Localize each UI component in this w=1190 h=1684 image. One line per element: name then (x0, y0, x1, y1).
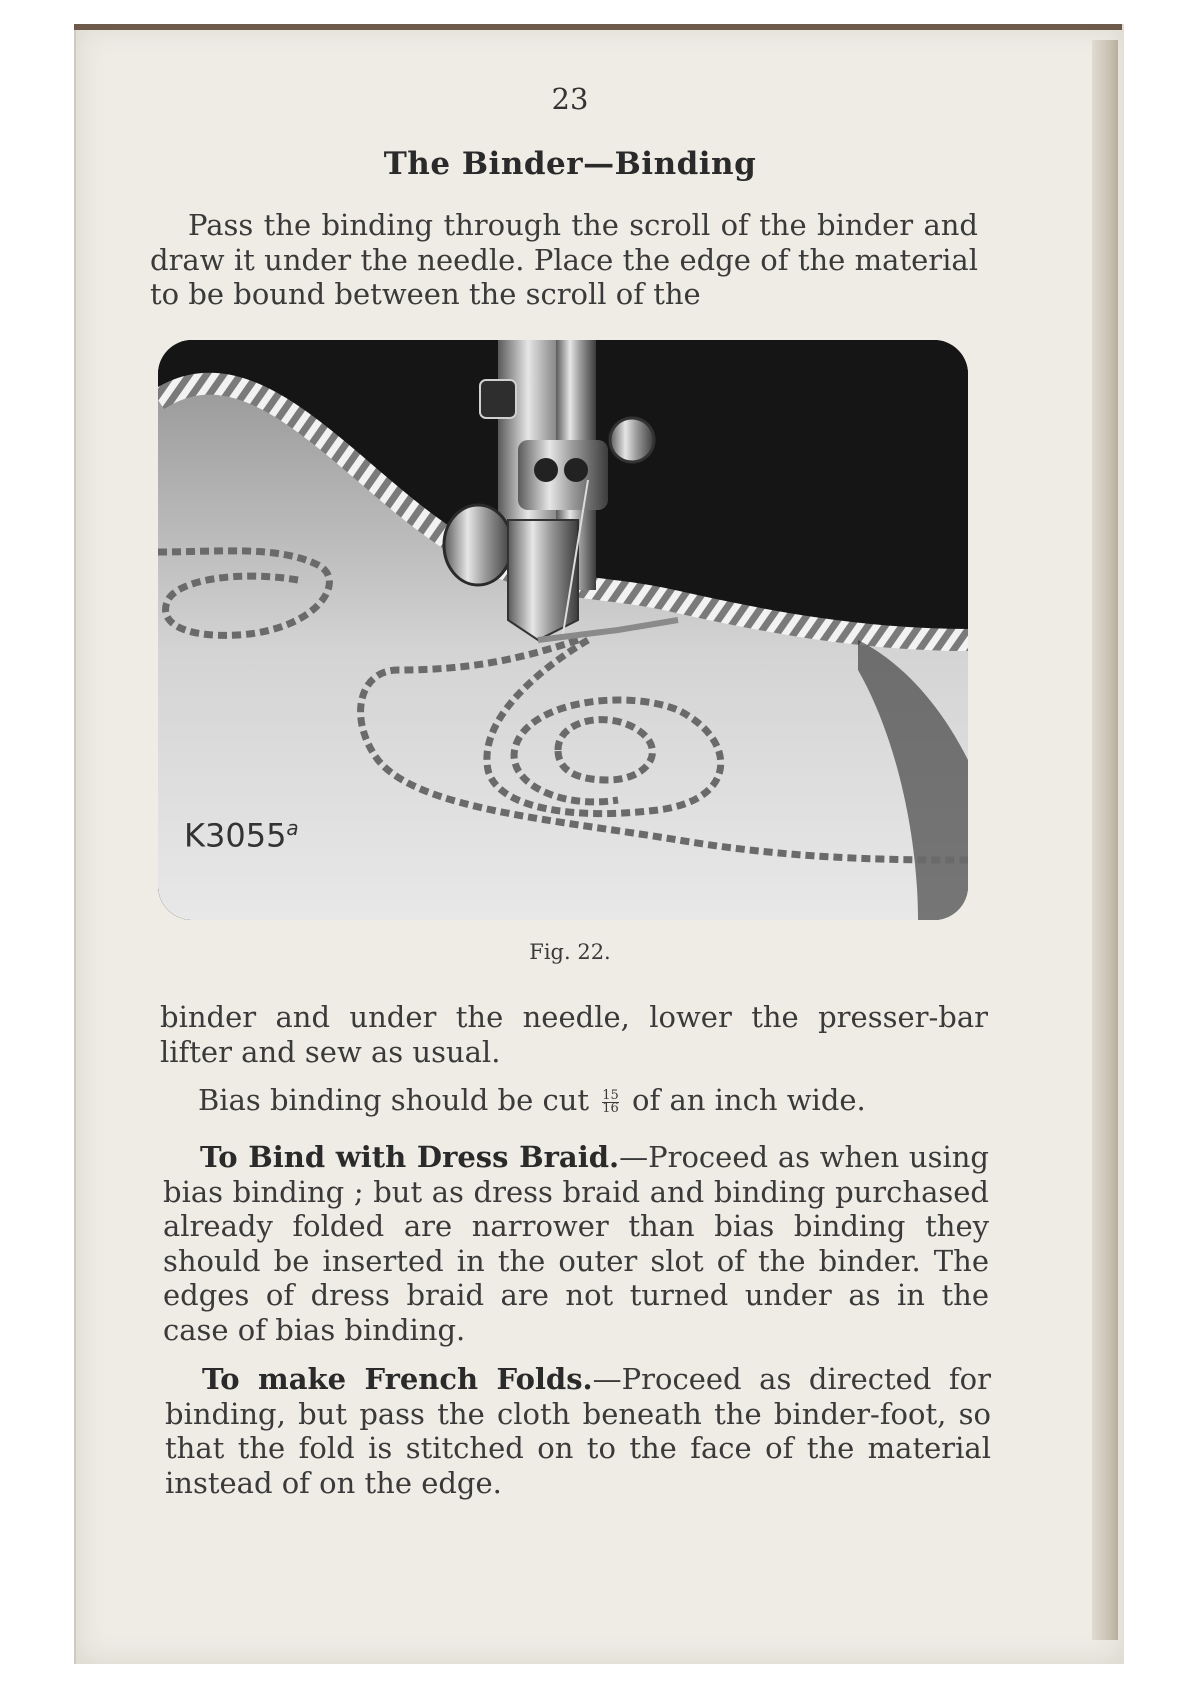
french-folds-text: —Proceed as directed for binding, but pass the cloth beneath the binder-foot, so that the fold is stitched on to the face of the material instead of on the edge. (165, 1362, 991, 1500)
continued-paragraph: binder and under the needle, lower the presser-bar lifter and sew as usual. (160, 1000, 988, 1069)
dress-braid-heading: To Bind with Dress Braid. (200, 1140, 620, 1174)
intro-paragraph: Pass the binding through the scroll of the binder and draw it under the needle. Place the edge of the material to be bound between the scroll of the (150, 208, 978, 311)
figure-code-label (184, 816, 299, 855)
bias-text-before: Bias binding should be cut (198, 1083, 590, 1117)
bias-text-after: of an inch wide. (632, 1083, 866, 1117)
page-stack-edge (1092, 40, 1118, 1640)
figure-caption: Fig. 22. (529, 940, 611, 964)
bias-binding-paragraph (198, 1083, 988, 1118)
page-number: 23 (551, 82, 589, 116)
dress-braid-paragraph (163, 1140, 989, 1347)
page-title: The Binder—Binding (383, 146, 757, 182)
figure-code: K3055 (184, 816, 287, 855)
fraction-denominator: 16 (602, 1100, 619, 1116)
figure-code-suffix: a (286, 816, 299, 840)
figure-illustration (158, 340, 968, 920)
french-folds-heading: To make French Folds. (202, 1362, 593, 1396)
dress-braid-text: —Proceed as when using bias binding ; but as dress braid and binding purchased already folded are narrower than bias binding they should be inserted in the outer slot of the binder. The edges of dress braid are not turned under as in the case of bias binding. (163, 1140, 989, 1347)
french-folds-paragraph (165, 1362, 991, 1500)
fraction-fifteen-sixteenths (602, 1087, 619, 1116)
book-spine-edge (74, 24, 1122, 30)
fraction-numerator: 15 (602, 1087, 619, 1103)
